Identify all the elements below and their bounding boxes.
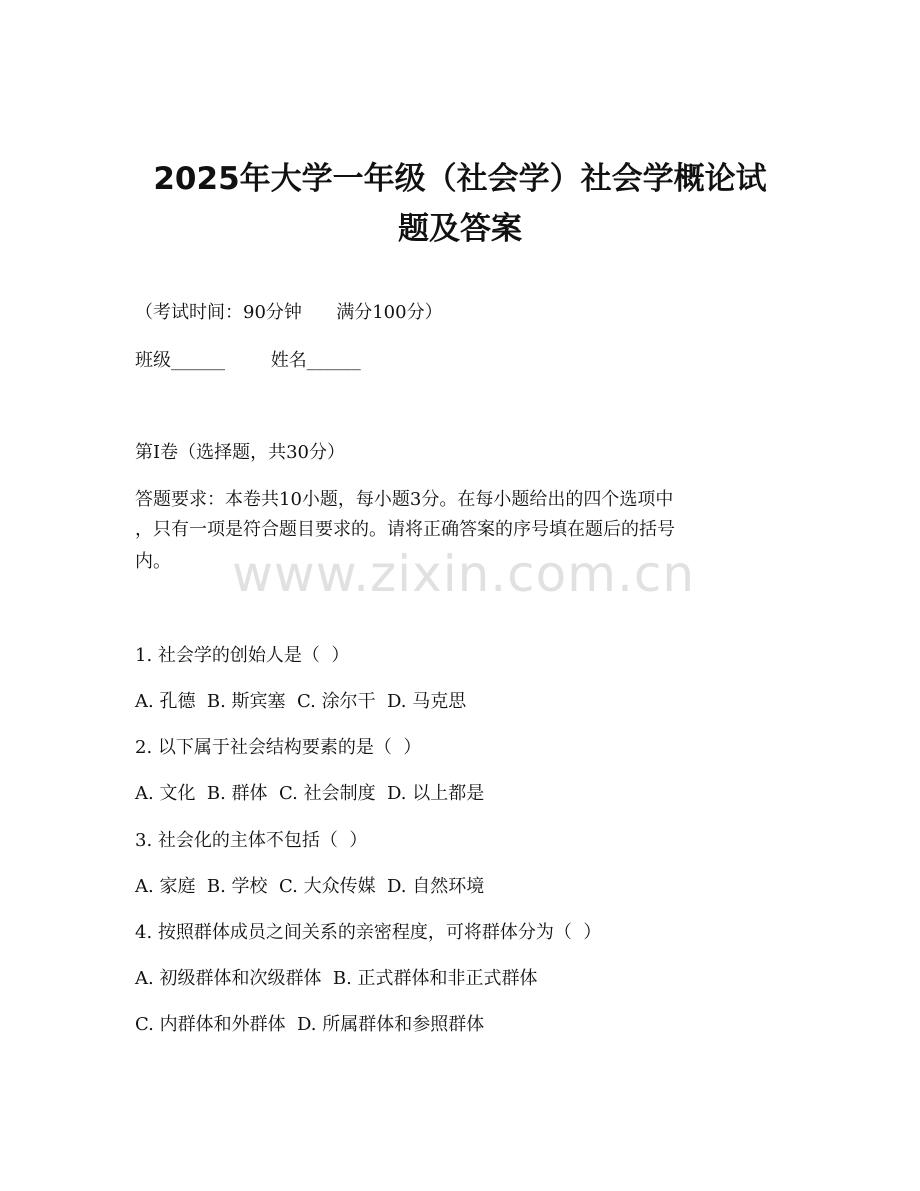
question-4-options-line-1: A. 初级群体和次级群体 B. 正式群体和非正式群体 (135, 968, 538, 989)
question-1-options: A. 孔德 B. 斯宾塞 C. 涂尔干 D. 马克思 (135, 691, 467, 712)
question-1-stem: 1. 社会学的创始人是（ ） (135, 645, 350, 666)
question-2-options: A. 文化 B. 群体 C. 社会制度 D. 以上都是 (135, 783, 485, 804)
instructions-line-3: 内。 (135, 551, 171, 572)
question-4-options-line-2: C. 内群体和外群体 D. 所属群体和参照群体 (135, 1014, 485, 1035)
exam-info: （考试时间：90分钟 满分100分） (135, 302, 443, 323)
question-3-stem: 3. 社会化的主体不包括（ ） (135, 830, 368, 851)
question-2-stem: 2. 以下属于社会结构要素的是（ ） (135, 737, 422, 758)
question-4-stem: 4. 按照群体成员之间关系的亲密程度，可将群体分为（ ） (135, 922, 602, 943)
watermark: www.zixin.com.cn (232, 545, 696, 603)
instructions-line-1: 答题要求：本卷共10小题，每小题3分。在每小题给出的四个选项中 (135, 489, 674, 510)
section-heading: 第I卷（选择题，共30分） (135, 442, 346, 463)
document-title-line-1: 2025年大学一年级（社会学）社会学概论试 (153, 161, 767, 197)
document-title-line-2: 题及答案 (398, 211, 522, 247)
class-name-fields: 班级______ 姓名______ (135, 350, 361, 371)
question-3-options: A. 家庭 B. 学校 C. 大众传媒 D. 自然环境 (135, 876, 485, 897)
instructions-line-2: ，只有一项是符合题目要求的。请将正确答案的序号填在题后的括号 (135, 519, 675, 540)
